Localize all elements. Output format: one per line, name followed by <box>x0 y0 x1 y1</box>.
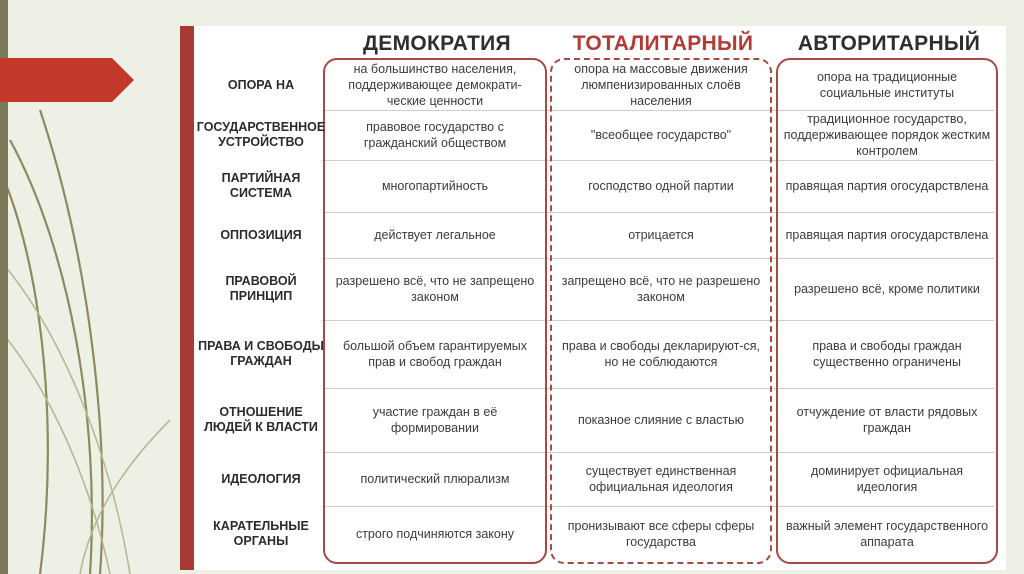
row-label-punitive-bodies: КАРАТЕЛЬНЫЕ ОРГАНЫ <box>213 519 309 548</box>
cell-totalitarian-punitive-bodies: пронизывают все сферы сферы государства <box>567 519 755 549</box>
row-label-state-structure: ГОСУДАРСТВЕННОЕ УСТРОЙСТВО <box>196 120 326 149</box>
cell-authoritarian-punitive-bodies: важный элемент государственного аппарата <box>785 519 989 549</box>
cell-democracy-opposition: действует легальное <box>374 228 496 242</box>
cell-democracy-attitude-to-power: участие граждан в её формировании <box>372 405 498 435</box>
row-label-attitude-to-power: ОТНОШЕНИЕ ЛЮДЕЙ К ВЛАСТИ <box>204 405 318 434</box>
arrow-marker-icon <box>0 58 134 102</box>
cell-totalitarian-ideology: существует единственная официальная идеология <box>585 464 737 494</box>
cell-democracy-support: на большинство населения, поддерживающее демократи-ческие ценности <box>348 62 522 108</box>
cell-democracy-rights-freedoms: большой объем гарантируемых прав и свобод граждан <box>342 339 528 369</box>
row-label-support: ОПОРА НА <box>227 77 295 92</box>
cell-authoritarian-ideology: доминирует официальная идеология <box>810 464 964 494</box>
header-totalitarian: ТОТАЛИТАРНЫЙ <box>572 32 754 55</box>
cell-totalitarian-legal-principle: запрещено всё, что не разрешено законом <box>561 274 761 304</box>
cell-democracy-state-structure: правовое государство с гражданский обществом <box>363 120 507 150</box>
cell-democracy-punitive-bodies: строго подчиняются закону <box>355 527 515 541</box>
row-label-rights-freedoms: ПРАВА И СВОБОДЫ ГРАЖДАН <box>198 339 324 368</box>
row-label-ideology: ИДЕОЛОГИЯ <box>221 471 301 486</box>
cell-totalitarian-attitude-to-power: показное слияние с властью <box>577 413 745 427</box>
cell-authoritarian-opposition: правящая партия огосударствлена <box>785 228 989 242</box>
cell-authoritarian-support: опора на традиционные социальные институты <box>816 70 958 100</box>
cell-totalitarian-opposition: отрицается <box>628 228 694 242</box>
cell-authoritarian-legal-principle: разрешено всё, кроме политики <box>794 282 980 296</box>
cell-democracy-legal-principle: разрешено всё, что не запрещено законом <box>335 274 535 304</box>
row-label-opposition: ОППОЗИЦИЯ <box>220 227 302 242</box>
cell-authoritarian-state-structure: традиционное государство, поддерживающее порядок жестким контролем <box>783 112 991 158</box>
comparison-slide <box>180 26 1006 570</box>
cell-democracy-party-system: многопартийность <box>381 179 489 193</box>
row-label-legal-principle: ПРАВОВОЙ ПРИНЦИП <box>225 274 297 303</box>
cell-democracy-ideology: политический плюрализм <box>360 472 510 486</box>
cell-totalitarian-support: опора на массовые движения люмпенизированных слоёв населения <box>574 62 748 108</box>
cell-totalitarian-party-system: господство одной партии <box>588 179 734 193</box>
red-side-bar <box>180 26 194 570</box>
header-democracy: ДЕМОКРАТИЯ <box>363 32 511 55</box>
cell-authoritarian-attitude-to-power: отчуждение от власти рядовых граждан <box>796 405 978 435</box>
row-label-party-system: ПАРТИЙНАЯ СИСТЕМА <box>221 171 301 200</box>
cell-totalitarian-state-structure: "всеобщее государство" <box>590 128 732 142</box>
cell-authoritarian-rights-freedoms: права и свободы граждан существенно ограничены <box>812 339 962 369</box>
cell-authoritarian-party-system: правящая партия огосударствлена <box>785 179 989 193</box>
header-authoritarian: АВТОРИТАРНЫЙ <box>797 32 981 55</box>
cell-totalitarian-rights-freedoms: права и свободы декларируют-ся, но не соблюдаются <box>562 339 760 369</box>
